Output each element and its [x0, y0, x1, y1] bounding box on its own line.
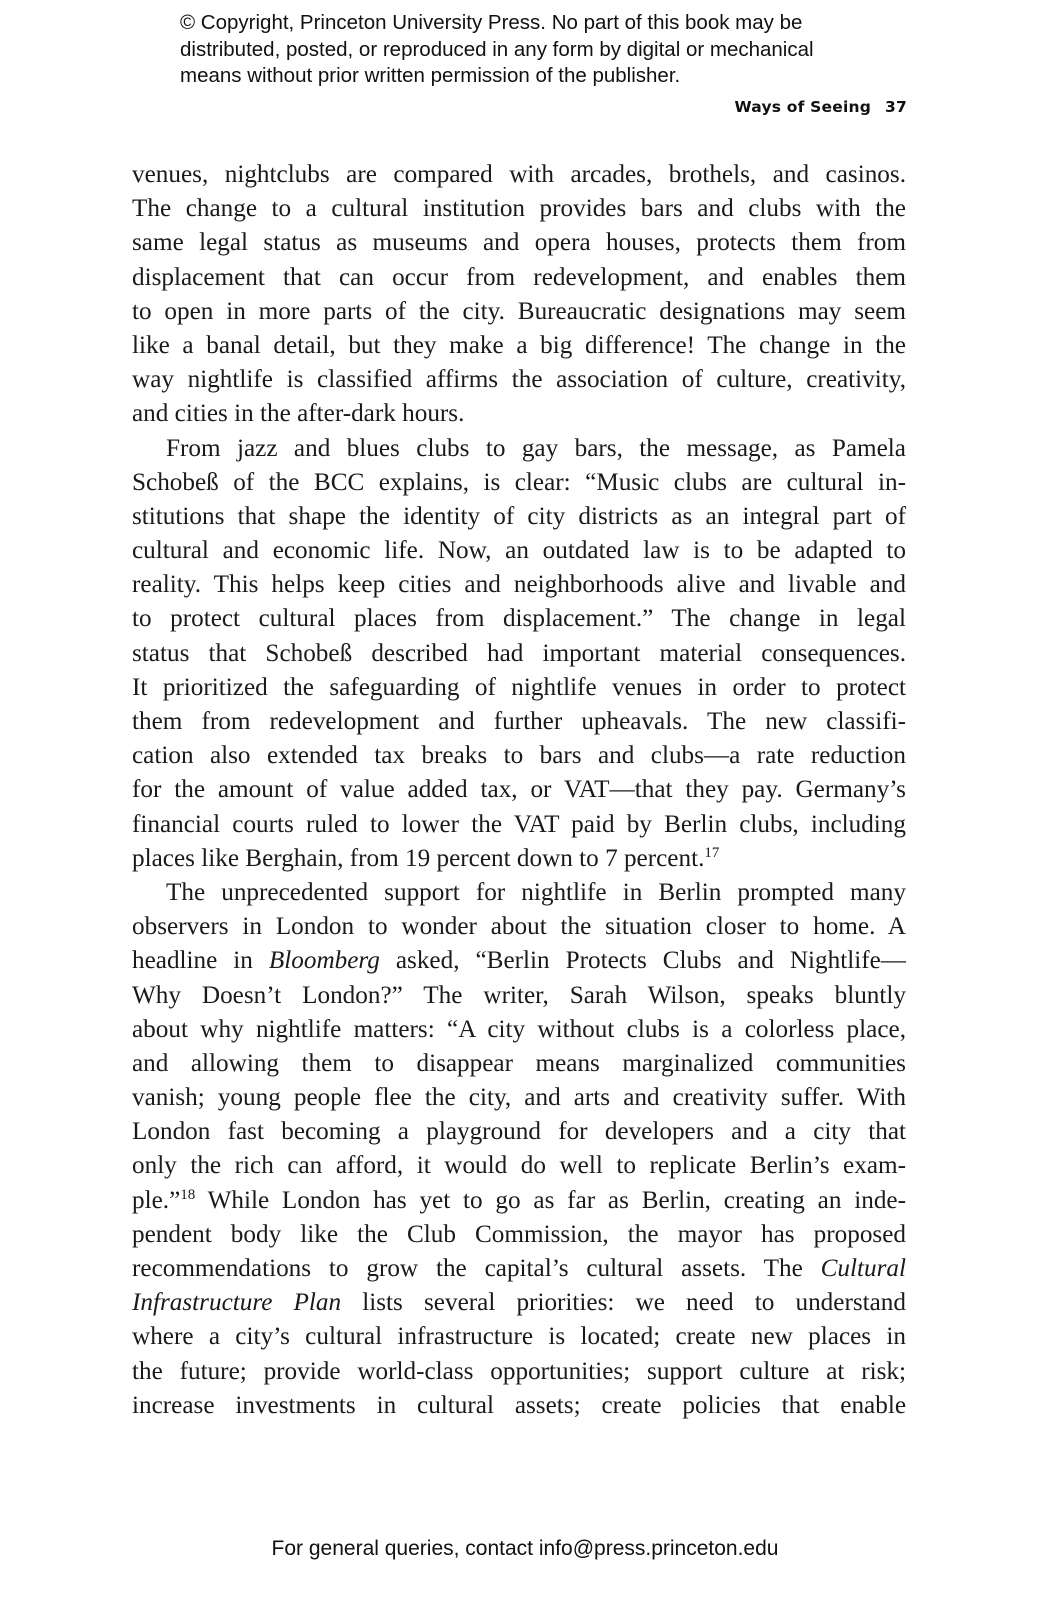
footer-contact: For general queries, contact info@press.princeton.edu — [271, 1537, 779, 1560]
text-line — [132, 944, 906, 978]
body-text — [132, 158, 906, 1423]
plan-title: Cultural — [820, 1255, 906, 1282]
text-line: The change to a cultural institution provides bars and clubs with the — [132, 195, 906, 223]
running-head — [735, 98, 907, 116]
text-fragment: lists several priorities: we need to understand — [341, 1289, 906, 1317]
text-line — [132, 842, 906, 876]
text-line: cultural and economic life. Now, an outdated law is to be adapted to — [132, 537, 906, 565]
text-line: increase investments in cultural assets; create policies that enable — [132, 1391, 906, 1419]
text-line: to protect cultural places from displacement.” The change in legal — [132, 605, 906, 633]
text-line: about why nightlife matters: “A city without clubs is a colorless place, — [132, 1015, 906, 1043]
text-line: Why Doesn’t London?” The writer, Sarah Wilson, speaks bluntly — [132, 981, 906, 1009]
text-line — [132, 1252, 906, 1286]
text-fragment: ple.” — [132, 1186, 181, 1214]
text-line: The unprecedented support for nightlife in Berlin prompted many — [166, 878, 906, 906]
footnote-ref-18[interactable]: 18 — [180, 1186, 196, 1203]
text-line: From jazz and blues clubs to gay bars, the message, as Pamela — [166, 434, 906, 462]
copyright-notice — [180, 10, 900, 90]
plan-title: Infrastructure Plan — [132, 1289, 342, 1317]
copyright-line: distributed, posted, or reproduced in any form by digital or mechanical — [180, 37, 814, 61]
text-line: venues, nightclubs are compared with arcades, brothels, and casinos. — [132, 161, 906, 188]
text-line: only the rich can afford, it would do well to replicate Berlin’s exam- — [132, 1152, 906, 1180]
text-fragment: While London has yet to go as far as Berlin, creating an inde- — [195, 1186, 906, 1214]
text-line: to open in more parts of the city. Bureaucratic designations may seem — [132, 297, 906, 325]
text-line — [132, 1286, 906, 1320]
text-line: financial courts ruled to lower the VAT paid by Berlin clubs, including — [132, 810, 906, 838]
footnote-ref-17[interactable]: 17 — [704, 844, 720, 861]
text-fragment: headline in — [132, 947, 269, 975]
text-line: same legal status as museums and opera houses, protects them from — [132, 229, 906, 257]
text-line: way nightlife is classified affirms the association of culture, creativity, — [132, 366, 906, 394]
publication-title: Bloomberg — [268, 947, 380, 975]
text-line: cation also extended tax breaks to bars and clubs—a rate reduction — [132, 742, 906, 770]
copyright-line: © Copyright, Princeton University Press. No part of this book may be — [180, 11, 803, 34]
text-line: them from redevelopment and further upheavals. The new classifi- — [132, 708, 906, 735]
copyright-line: means without prior written permission of the publisher. — [180, 64, 681, 87]
text-line: like a banal detail, but they make a big difference! The change in the — [132, 331, 906, 359]
text-fragment: asked, “Berlin Protects Clubs and Nightlife— — [379, 947, 906, 975]
text-line: observers in London to wonder about the situation closer to home. A — [132, 913, 906, 941]
text-line: vanish; young people flee the city, and arts and creativity suffer. With — [132, 1084, 906, 1112]
page-number: 37 — [885, 98, 907, 116]
text-line: It prioritized the safeguarding of nightlife venues in order to protect — [132, 673, 906, 701]
text-fragment: places like Berghain, from 19 percent down to 7 percent. — [132, 844, 705, 872]
text-line: where a city’s cultural infrastructure is located; create new places in — [132, 1323, 906, 1351]
text-line — [132, 1184, 906, 1218]
text-line: for the amount of value added tax, or VAT—that they pay. Germany’s — [132, 776, 906, 804]
text-line: Schobeß of the BCC explains, is clear: “Music clubs are cultural in- — [132, 468, 906, 496]
text-line: and allowing them to disappear means marginalized communities — [132, 1049, 906, 1077]
text-line: reality. This helps keep cities and neighborhoods alive and livable and — [132, 571, 906, 599]
text-line: the future; provide world-class opportunities; support culture at risk; — [132, 1357, 906, 1385]
text-line: London fast becoming a playground for developers and a city that — [132, 1118, 906, 1146]
text-line: and cities in the after-dark hours. — [132, 400, 465, 428]
text-line: status that Schobeß described had important material consequences. — [132, 639, 906, 667]
running-head-title: Ways of Seeing — [734, 98, 872, 116]
text-line: displacement that can occur from redevelopment, and enables them — [132, 263, 906, 291]
text-fragment: recommendations to grow the capital’s cultural assets. The — [132, 1255, 821, 1282]
text-line: pendent body like the Club Commission, the mayor has proposed — [132, 1220, 906, 1248]
text-line: stitutions that shape the identity of city districts as an integral part of — [132, 502, 906, 530]
